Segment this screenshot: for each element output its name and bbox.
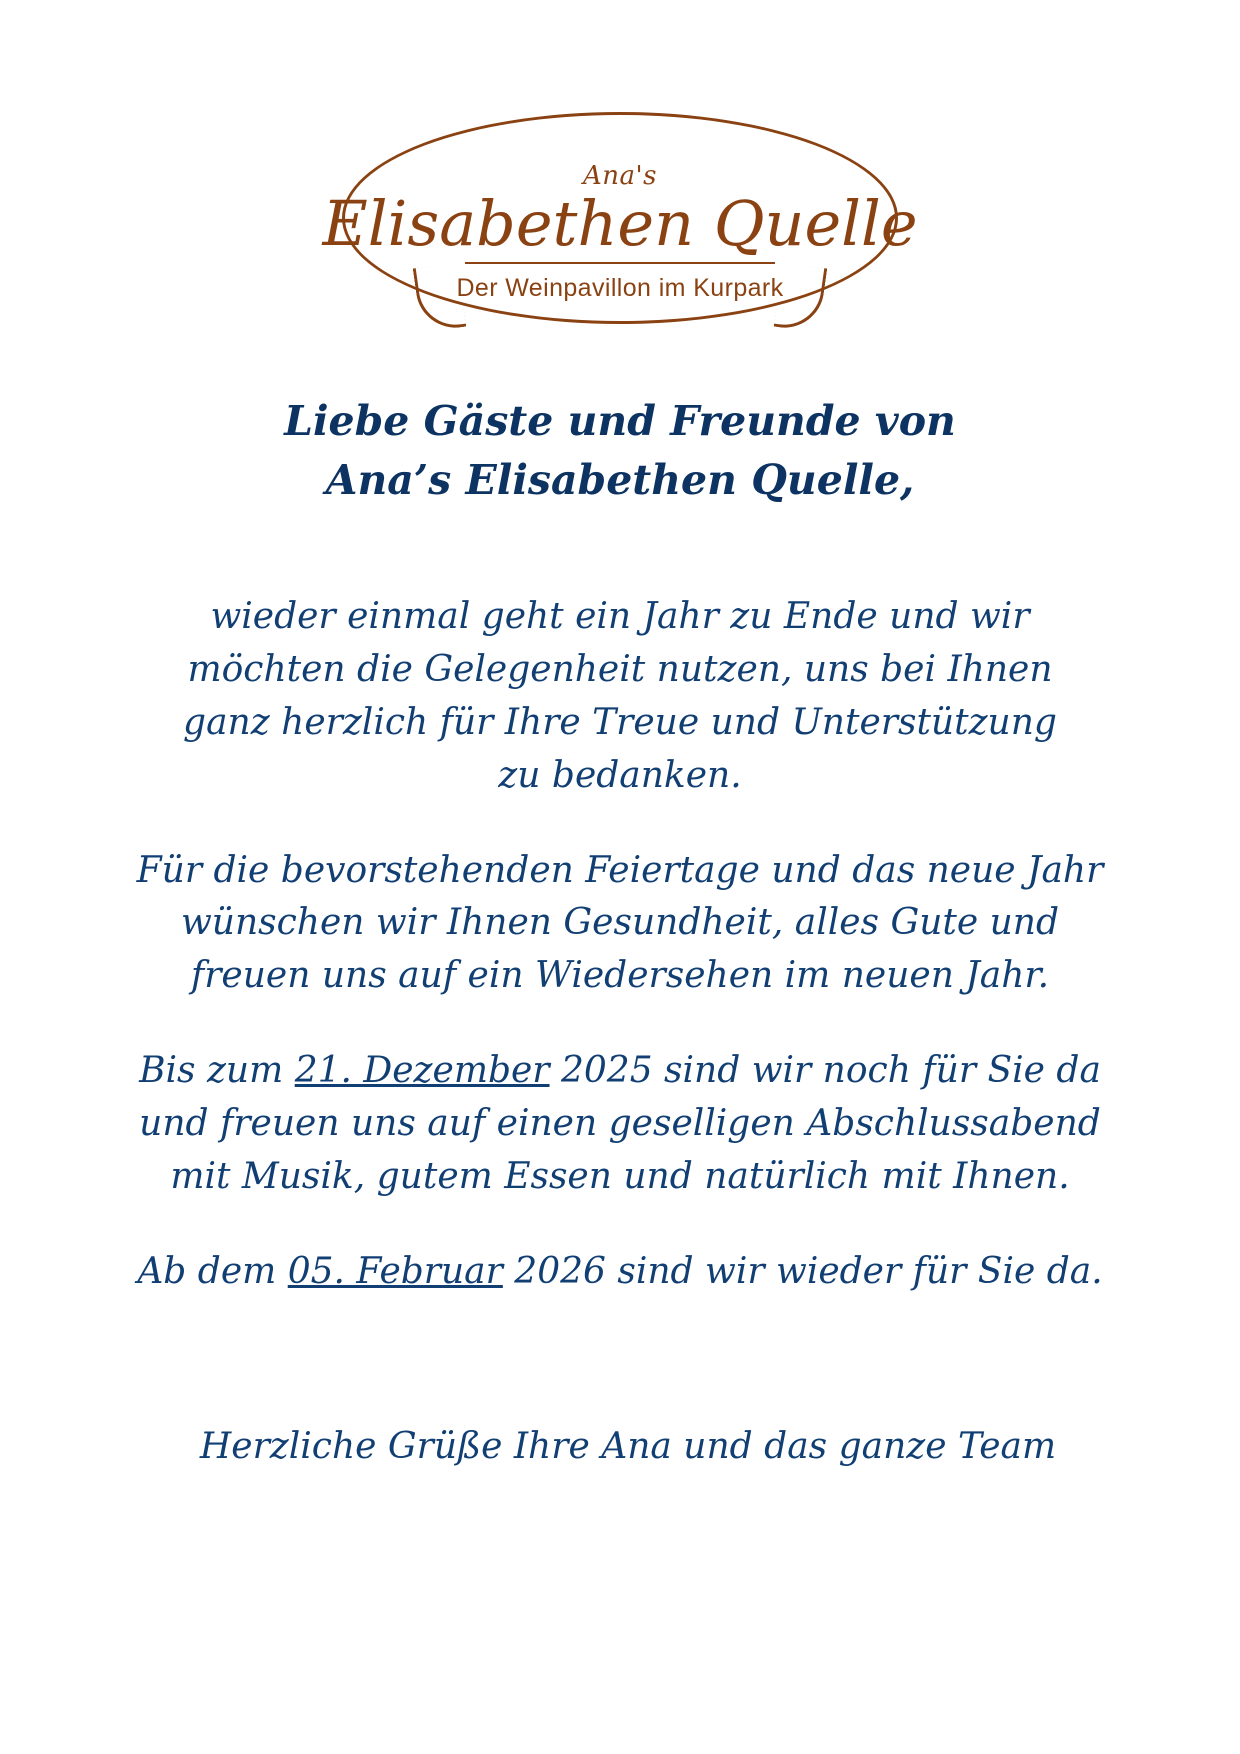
logo-oval-border	[322, 112, 918, 324]
letter-body	[120, 392, 1120, 1509]
paragraph-closing-date	[120, 1045, 1120, 1204]
salutation-line-2: Ana’s Elisabethen Quelle,	[325, 456, 915, 505]
paragraph-4-post: 2026 sind wir wieder für Sie da.	[502, 1250, 1103, 1292]
paragraph-wishes: Für die bevorstehenden Feiertage und das neue Jahr wünschen wir Ihnen Gesundheit, alles Gute und freuen uns auf ein Wiedersehen im neuen Jahr.	[136, 849, 1104, 997]
logo-subtitle: Der Weinpavillon im Kurpark	[456, 274, 784, 303]
logo-block	[0, 112, 1240, 324]
paragraph-reopening-date	[120, 1246, 1120, 1299]
reopening-date: 05. Februar	[287, 1250, 503, 1292]
closing-date: 21. Dezember	[294, 1050, 550, 1092]
paragraph-3-pre: Bis zum	[139, 1050, 295, 1092]
logo-inner	[322, 115, 918, 321]
signature-line: Herzliche Grüße Ihre Ana und das ganze Team	[199, 1425, 1057, 1467]
logo-small-name: Ana's	[582, 161, 657, 191]
logo-main-name: Elisabethen Quelle	[322, 187, 918, 260]
logo-divider	[465, 262, 775, 264]
salutation-line-1: Liebe Gäste und Freunde von	[284, 397, 956, 445]
paragraph-3-post: 2025 sind wir noch für Sie da und freuen uns auf einen geselligen Abschlussabend mit Musik, gutem Essen und natürlich mit Ihnen.	[139, 1050, 1101, 1198]
paragraph-4-pre: Ab dem	[137, 1250, 288, 1292]
paragraph-thanks: wieder einmal geht ein Jahr zu Ende und wir möchten die Gelegenheit nutzen, uns bei Ihnen ganz herzlich für Ihre Treue und Unterstützung zu bedanken.	[183, 595, 1057, 796]
salutation	[120, 392, 1120, 511]
